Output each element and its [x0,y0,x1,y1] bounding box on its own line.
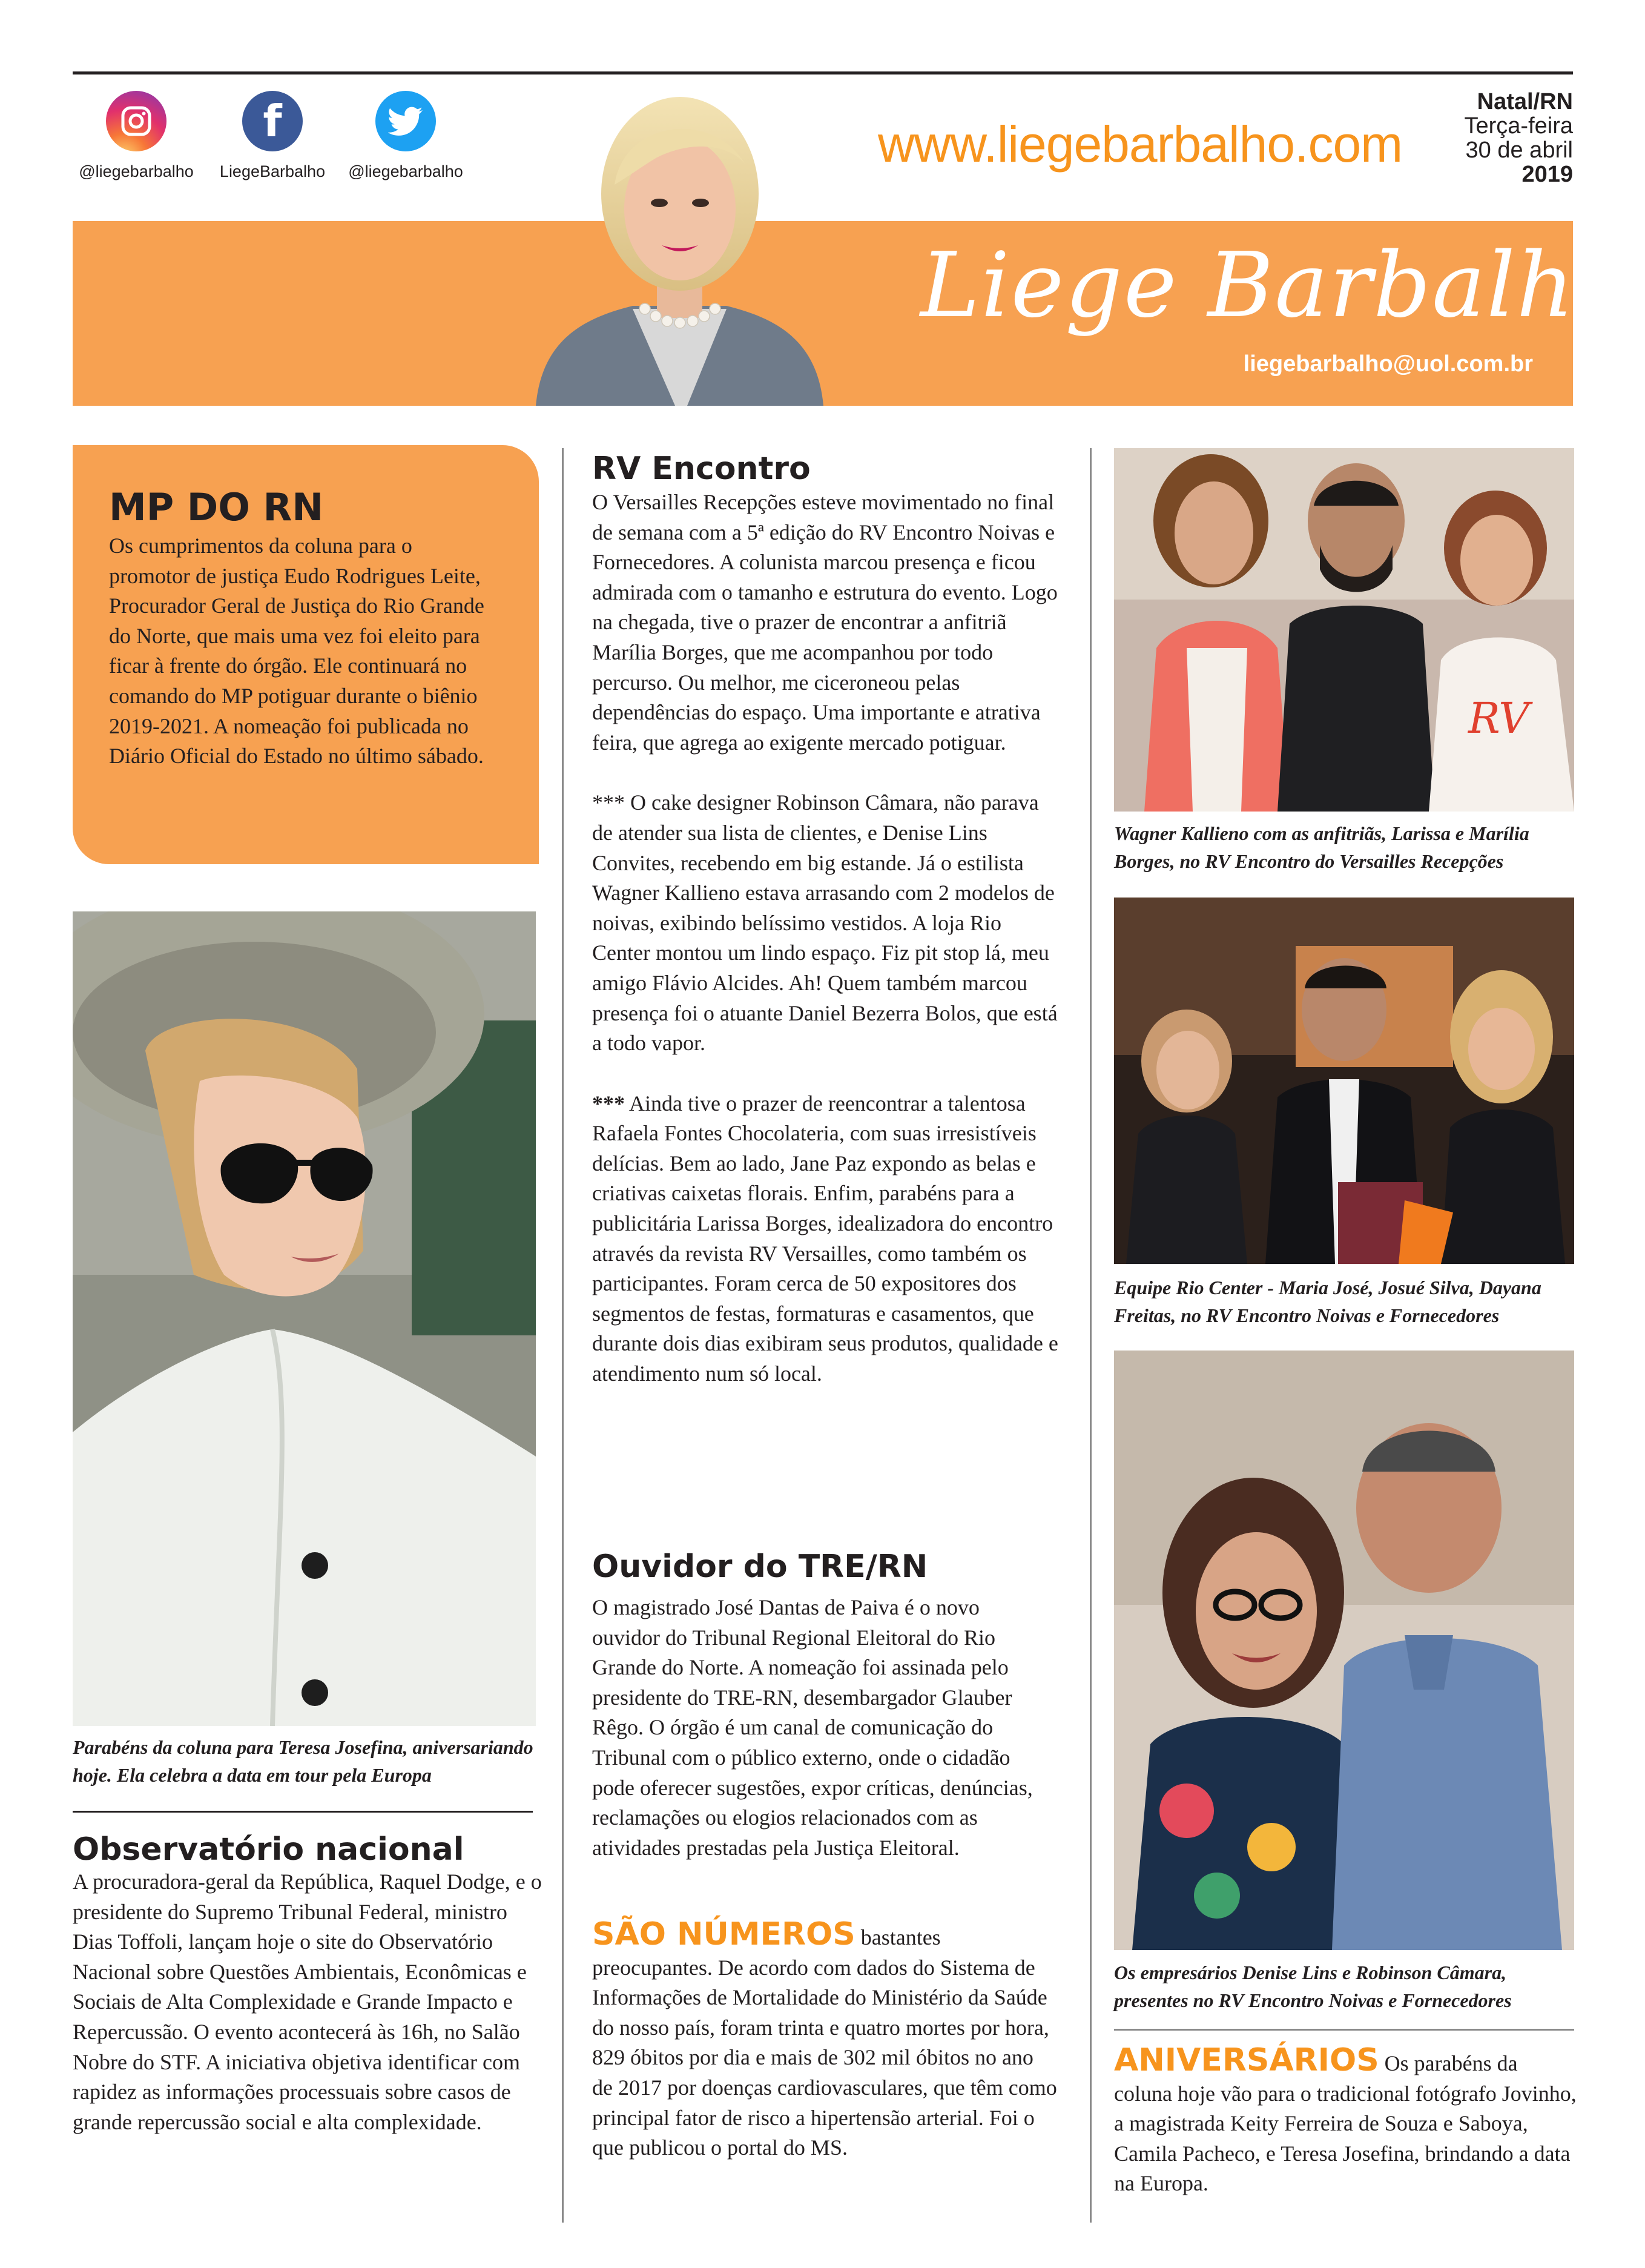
column-divider-right [1090,448,1092,2223]
rv-article [592,488,1058,1389]
caption-photo-2: Equipe Rio Center - Maria José, Josué Silva, Dayana Freitas, no RV Encontro Noivas e Fornecedores [1114,1277,1541,1326]
social-handle: @liegebarbalho [348,162,463,180]
photo-rv-encontro-2 [1114,898,1574,1264]
social-instagram[interactable] [64,91,209,181]
mp-title: MP DO RN [109,485,324,529]
twitter-icon [375,91,436,151]
rv-paragraph-3-lead: *** [592,1091,625,1116]
date: 30 de abril [1465,137,1573,163]
columnist-portrait [512,79,848,406]
year: 2019 [1521,162,1573,187]
numeros-paragraph [592,1916,1058,2163]
photo-teresa-josefina [73,911,536,1726]
location: Natal/RN [1477,89,1573,114]
dateline [1465,90,1574,187]
social-twitter[interactable] [333,91,478,181]
aniversarios-lead: ANIVERSÁRIOS [1114,2042,1379,2078]
section-rule [73,1811,533,1813]
rv-paragraph-3-text: Ainda tive o prazer de reencontrar a talentosa Rafaela Fontes Chocolateria, com suas irresistíveis delícias. Bem ao lado, Jane Paz expondo as belas e criativas caixetas florais. Enfim, parabéns para a publicitária Larissa Borges, idealizadora do encontro através da revista RV Versailles, como também os participantes. Foram cerca de 50 expositores dos segmentos de festas, formaturas e casamentos, que durante dois dias exibiram seus produtos, qualidade e atendimento num só local. [592,1091,1058,1386]
instagram-icon [106,91,166,151]
rv-title: RV Encontro [592,451,811,487]
aniversarios-body: Os parabéns da coluna hoje vão para o tradicional fotógrafo Jovinho, a magistrada Keity Ferreira de Souza e Saboya, Camila Pacheco, e Teresa Josefina, brindando a data na Europa. [1114,2051,1577,2196]
facebook-icon: f [242,91,303,151]
section-rule-right [1114,2029,1574,2031]
social-handle: @liegebarbalho [79,162,194,180]
photo-rv-encontro-3 [1114,1351,1574,1950]
caption-teresa: Parabéns da coluna para Teresa Josefina, aniversariando hoje. Ela celebra a data em tour pela Europa [73,1736,533,1786]
caption-photo-3: Os empresários Denise Lins e Robinson Câmara, presentes no RV Encontro Noivas e Fornecedores [1114,1962,1512,2011]
mp-box [73,445,539,864]
caption-photo-1: Wagner Kallieno com as anfitriãs, Larissa e Marília Borges, no RV Encontro do Versailles Recepções [1114,822,1529,872]
mp-body: Os cumprimentos da coluna para o promotor de justiça Eudo Rodrigues Leite, Procurador Geral de Justiça do Rio Grande do Norte, que mais uma vez foi eleito para ficar à frente do órgão. Ele continuará no comando do MP potiguar durante o biênio 2019-2021. A nomeação foi publicada no Diário Oficial do Estado no último sábado. [109,534,484,769]
numeros-lead: SÃO NÚMEROS [592,1916,855,1952]
top-rule [73,71,1573,74]
rv-paragraph-3 [592,1089,1058,1389]
aniversarios-paragraph [1114,2042,1580,2199]
rv-paragraph-1: O Versailles Recepções esteve movimentado no final de semana com a 5ª edição do RV Encontro Noivas e Fornecedores. A colunista marcou presença e ficou admirada com o tamanho e estrutura do evento. Logo na chegada, tive o prazer de encontrar a anfitriã Marília Borges, que me acompanhou por todo percurso. Ou melhor, me ciceroneou pelas dependências do espaço. Uma importante e atrativa feira, que agrega ao exigente mercado potiguar. [592,490,1058,755]
brand-email[interactable]: liegebarbalho@uol.com.br [1243,351,1533,377]
website-url[interactable]: www.liegebarbalho.com [878,116,1403,173]
numeros-body: bastantes preocupantes. De acordo com dados do Sistema de Informações de Mortalidade do Ministério da Saúde do nosso país, foram trinta e quatro mortes por hora, 829 óbitos por dia e mais de 302 mil óbitos no ano de 2017 por doenças cardiovasculares, que têm como principal fator de risco a hipertensão arterial. Foi o que publicou o portal do MS. [592,1925,1057,2160]
social-handle: LiegeBarbalho [219,162,326,180]
observatorio-body: A procuradora-geral da República, Raquel Dodge, e o presidente do Supremo Tribunal Federal, ministro Dias Toffoli, lançam hoje o site do Observatório Nacional sobre Questões Ambientais, Econômicas e Sociais de Alta Complexidade e Grande Impacto e Repercussão. O evento acontecerá às 16h, no Salão Nobre do STF. A iniciativa objetiva identificar com rapidez as informações processuais sobre casos de grande repercussão social e alta complexidade. [73,1870,542,2134]
observatorio-title: Observatório nacional [73,1831,464,1868]
ouvidor-title: Ouvidor do TRE/RN [592,1549,928,1585]
photo-rv-encontro-1 [1114,448,1574,812]
brand-name: Liege Barbalho [920,233,1631,337]
rv-paragraph-2: *** O cake designer Robinson Câmara, não parava de atender sua lista de clientes, e Denise Lins Convites, recebendo em big estande. Já o estilista Wagner Kallieno estava arrasando com 2 modelos de noivas, exibindo belíssimo vestidos. A loja Rio Center montou um lindo espaço. Fiz pit stop lá, meu amigo Flávio Alcides. Ah! Quem também marcou presença foi o atuante Daniel Bezerra Bolos, que está a todo vapor. [592,790,1058,1056]
svg-text:RV: RV [1468,693,1529,743]
weekday: Terça-feira [1464,113,1573,139]
column-divider-left [562,448,564,2223]
ouvidor-body: O magistrado José Dantas de Paiva é o novo ouvidor do Tribunal Regional Eleitoral do Rio Grande do Norte. A nomeação foi assinada pelo presidente do TRE-RN, desembargador Glauber Rêgo. O órgão é um canal de comunicação do Tribunal com o público externo, onde o cidadão pode oferecer sugestões, expor críticas, denúncias, reclamações ou elogios relacionados com as atividades prestadas pela Justiça Eleitoral. [592,1595,1033,1860]
social-facebook[interactable] [200,91,345,181]
